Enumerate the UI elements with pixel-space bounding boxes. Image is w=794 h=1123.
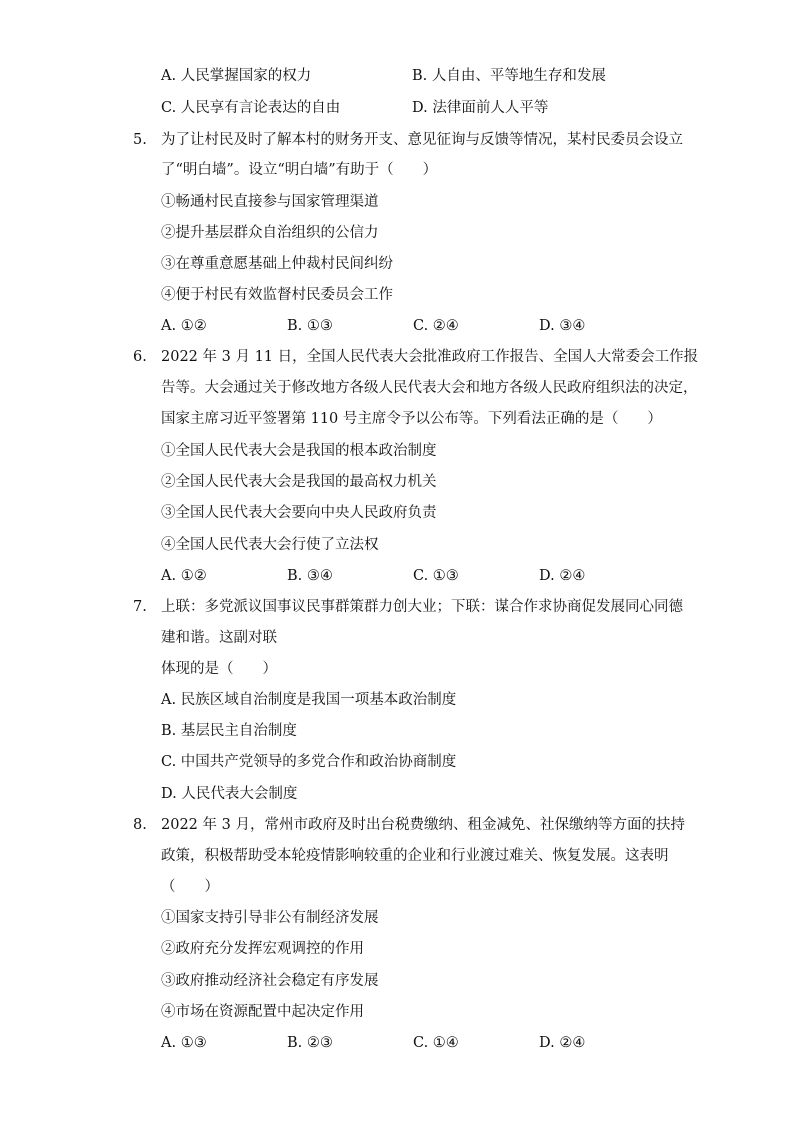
q7-number: 7. <box>133 599 147 615</box>
q4-option-c-text: 人民享有言论表达的自由 <box>180 100 341 116</box>
q7-option-b-text: 基层民主自治制度 <box>180 723 297 739</box>
q6-option-c <box>413 566 459 586</box>
q7-option-d <box>161 784 297 804</box>
q5-option-a-text: ①② <box>180 318 207 334</box>
q8-option-c-label: C. <box>413 1035 429 1051</box>
q4-option-d-text: 法律面前人人平等 <box>432 100 549 116</box>
q8-stem-line2: 政策，积极帮助受本轮疫情影响较重的企业和行业渡过难关、恢复发展。这表明 <box>161 848 669 864</box>
q4-option-c-label: C. <box>161 100 177 116</box>
q5-option-b-label: B. <box>287 318 303 334</box>
q8-option-a <box>161 1033 207 1053</box>
q4-option-c <box>161 98 340 118</box>
q4-option-d <box>412 98 548 118</box>
q6-stem-line3: 国家主席习近平签署第 110 号主席令予以公布等。下列看法正确的是（ ） <box>161 411 662 427</box>
q6-option-d-text: ②④ <box>559 568 586 584</box>
q5-statement-3: ③在尊重意愿基础上仲裁村民间纠纷 <box>161 256 393 272</box>
q7-option-c <box>161 752 456 772</box>
q5-option-c <box>413 316 459 336</box>
q8-option-c-text: ①④ <box>432 1035 459 1051</box>
q5-statement-1: ①畅通村民直接参与国家管理渠道 <box>161 194 379 210</box>
q8-stem-line3: （ ） <box>161 879 219 895</box>
q5-number: 5. <box>133 132 147 148</box>
q6-option-b-label: B. <box>287 568 303 584</box>
q8-statement-3: ③政府推动经济社会稳定有序发展 <box>161 973 379 989</box>
q6-option-c-label: C. <box>413 568 429 584</box>
q8-option-d-label: D. <box>539 1035 555 1051</box>
q4-option-b <box>412 66 606 86</box>
q7-option-d-text: 人民代表大会制度 <box>181 786 298 802</box>
q6-statement-4: ④全国人民代表大会行使了立法权 <box>161 537 379 553</box>
q6-statement-3: ③全国人民代表大会要向中央人民政府负责 <box>161 505 437 521</box>
q7-option-c-text: 中国共产党领导的多党合作和政治协商制度 <box>180 754 457 770</box>
q6-number: 6. <box>133 349 147 365</box>
q7-stem-line3: 体现的是（ ） <box>161 661 277 677</box>
q8-option-b <box>287 1033 333 1053</box>
q7-stem-line1: 上联：多党派议国事议民事群策群力创大业；下联：谋合作求协商促发展同心同德 <box>161 599 683 615</box>
q8-option-a-label: A. <box>161 1035 177 1051</box>
q5-option-d-label: D. <box>539 318 555 334</box>
q5-option-a <box>161 316 207 336</box>
q5-option-c-label: C. <box>413 318 429 334</box>
q5-stem-line1: 为了让村民及时了解本村的财务开支、意见征询与反馈等情况，某村民委员会设立 <box>161 132 683 148</box>
q8-statement-1: ①国家支持引导非公有制经济发展 <box>161 910 379 926</box>
q7-option-a <box>161 690 456 710</box>
q8-stem-line1: 2022 年 3 月，常州市政府及时出台税费缴纳、租金减免、社保缴纳等方面的扶持 <box>161 817 685 833</box>
q6-option-d <box>539 566 585 586</box>
q4-option-a <box>161 66 311 86</box>
q4-option-a-text: 人民掌握国家的权力 <box>180 68 312 84</box>
q4-option-a-label: A. <box>161 68 177 84</box>
q7-option-b <box>161 721 297 741</box>
q5-statement-4: ④便于村民有效监督村民委员会工作 <box>161 287 393 303</box>
q5-option-c-text: ②④ <box>432 318 459 334</box>
q8-option-d <box>539 1033 585 1053</box>
q8-statement-2: ②政府充分发挥宏观调控的作用 <box>161 941 364 957</box>
q6-option-c-text: ①③ <box>432 568 459 584</box>
q6-option-a-text: ①② <box>180 568 207 584</box>
q6-statement-2: ②全国人民代表大会是我国的最高权力机关 <box>161 474 437 490</box>
q6-option-a-label: A. <box>161 568 177 584</box>
q8-option-d-text: ②④ <box>559 1035 586 1051</box>
q8-option-b-text: ②③ <box>306 1035 333 1051</box>
q7-option-b-label: B. <box>161 723 177 739</box>
q8-statement-4: ④市场在资源配置中起决定作用 <box>161 1004 364 1020</box>
q6-option-d-label: D. <box>539 568 555 584</box>
q6-option-a <box>161 566 207 586</box>
q5-option-b <box>287 316 333 336</box>
q4-option-b-text: 人自由、平等地生存和发展 <box>431 68 606 84</box>
q8-option-a-text: ①③ <box>180 1035 207 1051</box>
q8-number: 8. <box>133 817 147 833</box>
q5-statement-2: ②提升基层群众自治组织的公信力 <box>161 225 379 241</box>
q5-option-a-label: A. <box>161 318 177 334</box>
q4-option-b-label: B. <box>412 68 428 84</box>
q6-option-b-text: ③④ <box>306 568 333 584</box>
q7-stem-line2: 建和谐。这副对联 <box>161 630 277 646</box>
q6-option-b <box>287 566 333 586</box>
q7-option-a-label: A. <box>161 692 177 708</box>
q8-option-b-label: B. <box>287 1035 303 1051</box>
q5-stem-line2: 了“明白墙”。设立“明白墙”有助于（ ） <box>161 162 438 178</box>
q5-option-b-text: ①③ <box>306 318 333 334</box>
q6-statement-1: ①全国人民代表大会是我国的根本政治制度 <box>161 443 437 459</box>
q7-option-a-text: 民族区域自治制度是我国一项基本政治制度 <box>180 692 457 708</box>
q7-option-d-label: D. <box>161 786 177 802</box>
q8-option-c <box>413 1033 459 1053</box>
q7-option-c-label: C. <box>161 754 177 770</box>
q5-option-d <box>539 316 585 336</box>
q5-option-d-text: ③④ <box>559 318 586 334</box>
q6-stem-line1: 2022 年 3 月 11 日，全国人民代表大会批准政府工作报告、全国人大常委会工作报 <box>161 349 699 365</box>
q4-option-d-label: D. <box>412 100 428 116</box>
q6-stem-line2: 告等。大会通过关于修改地方各级人民代表大会和地方各级人民政府组织法的决定， <box>161 380 698 396</box>
